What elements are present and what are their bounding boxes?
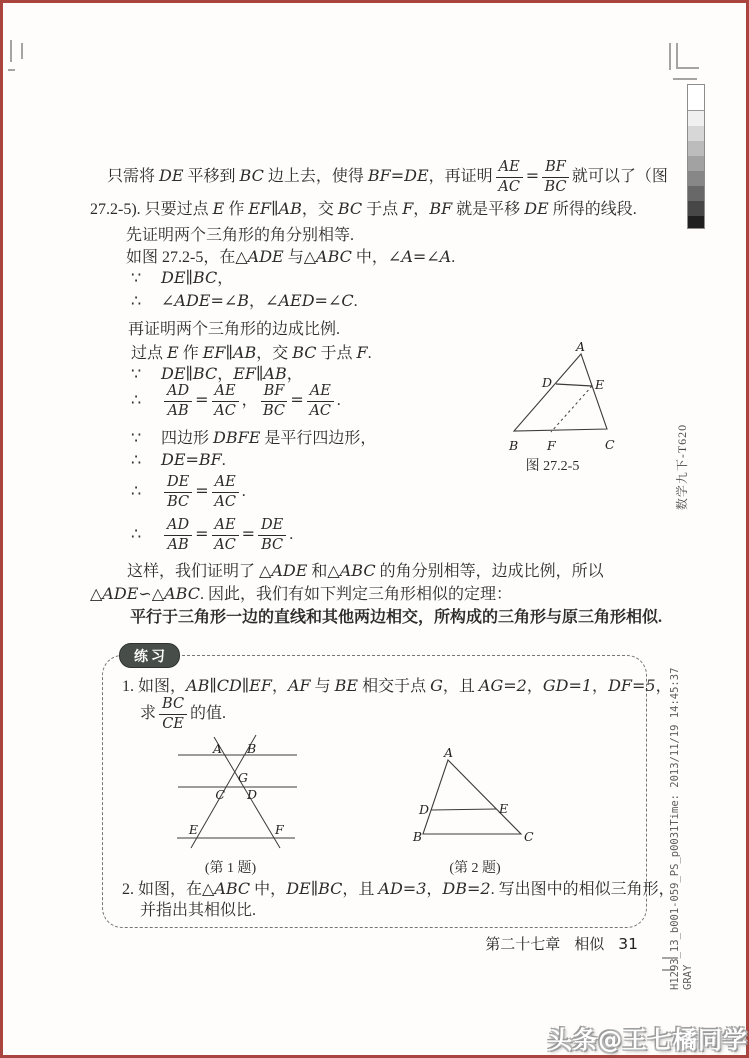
text-segment: .	[353, 293, 358, 310]
text-segment: 作	[224, 201, 249, 218]
figure-exercise-1	[145, 733, 305, 858]
figure-27-2-5	[503, 340, 643, 460]
proof-line-14	[131, 517, 293, 553]
text-segment: 是平行四边形，	[260, 430, 377, 447]
crop-mark	[10, 40, 12, 62]
text-segment: E	[212, 199, 225, 218]
text-segment: ∵	[131, 366, 142, 383]
text-segment: =	[195, 480, 209, 500]
text-segment: ∠ADE=∠B	[161, 291, 250, 310]
margin-book-code: 数学九下-T620	[675, 423, 689, 511]
text-segment: =	[241, 523, 255, 543]
text-segment: 先证明两个三角形的角分别相等.	[126, 227, 355, 244]
proof-line-10	[131, 383, 341, 419]
text-segment: BE	[334, 676, 359, 695]
text-segment: F	[356, 343, 368, 362]
text-segment: ，	[426, 881, 443, 898]
grayscale-calibration-bar	[687, 84, 705, 229]
text-segment: .	[221, 452, 226, 469]
text-segment: 只需将	[107, 167, 160, 185]
text-segment: ，	[271, 678, 288, 695]
print-color-mode: GRAY	[682, 964, 694, 990]
text-segment: 2. 如图，在	[122, 881, 203, 898]
proof-line-2	[90, 199, 637, 220]
margin-print-info	[669, 610, 697, 990]
crop-mark	[21, 43, 23, 59]
text-segment: ∴	[131, 293, 142, 310]
text-segment: 与	[310, 678, 335, 695]
text-segment: 再证明两个三角形的边成比例.	[128, 321, 341, 338]
text-segment: 的值.	[190, 704, 227, 722]
text-segment: ，	[592, 678, 609, 695]
text-segment: DE∥BC	[161, 364, 218, 383]
text-segment: 过点	[131, 345, 168, 362]
fraction: $\frac{AE}{AC}$	[212, 474, 239, 510]
text-segment: F	[402, 199, 414, 218]
text-segment: DE∥BC	[286, 879, 343, 898]
segment-ef-dashed	[551, 386, 592, 432]
text-segment: ，	[241, 391, 258, 409]
proof-line-1	[107, 159, 668, 195]
text-segment: 中，	[250, 881, 287, 898]
crop-mark	[673, 78, 697, 80]
text-segment: 1. 如图，	[122, 678, 187, 695]
text-segment: ，	[217, 366, 234, 383]
point-label-d: D	[541, 375, 552, 390]
triangle-abc	[423, 760, 521, 834]
conclusion-line-2	[90, 584, 512, 605]
text-segment: ∠A=∠A	[387, 247, 452, 266]
page-number: 31	[618, 935, 638, 953]
proof-line-11	[131, 428, 376, 449]
text-segment: .	[451, 249, 456, 266]
text-segment: DB=2	[442, 879, 491, 898]
text-segment: DF=5	[608, 676, 656, 695]
text-segment: ∴	[131, 391, 142, 409]
point-label-c: C	[215, 787, 225, 802]
vertex-label-a: A	[576, 339, 586, 354]
text-segment: DE∥BC	[161, 268, 218, 287]
text-segment: DE	[159, 165, 184, 185]
crop-mark	[669, 43, 671, 70]
text-segment: ，交	[301, 201, 338, 218]
practice-badge: 练习	[119, 643, 180, 668]
text-segment: ∴	[131, 525, 142, 543]
fraction: $\frac{AE}{AC}$	[212, 517, 239, 553]
text-segment: ，	[286, 366, 303, 383]
point-label-g: G	[238, 770, 248, 785]
text-segment: 四边形	[161, 430, 214, 447]
exercise1-line-1	[122, 676, 672, 697]
text-segment: G	[430, 676, 443, 695]
footer-subject: 相似	[574, 937, 605, 953]
text-segment: 与	[283, 249, 304, 266]
crop-mark	[676, 43, 678, 68]
proof-line-7	[128, 320, 340, 340]
exercise1-line-2	[140, 696, 226, 732]
proof-line-6	[131, 291, 358, 312]
fraction: $\frac{AD}{AB}$	[164, 383, 192, 419]
text-segment: 如图 27.2-5，在	[126, 249, 236, 266]
watermark-text: 头条@王七橘同学	[548, 1026, 748, 1054]
point-label-a: A	[212, 741, 222, 756]
text-segment: E	[167, 343, 179, 362]
vertex-label-c: C	[605, 437, 615, 452]
fraction: $\frac{DE}{BC}$	[164, 474, 192, 510]
text-segment: ，交	[256, 345, 293, 362]
text-segment: ，	[413, 201, 430, 218]
vertex-label-b: B	[509, 438, 519, 453]
text-segment: △ABC	[327, 561, 376, 580]
text-segment: AF	[287, 676, 311, 695]
fraction: $\frac{BF}{BC}$	[261, 383, 288, 419]
text-segment: =	[195, 389, 209, 409]
text-segment: ∴	[131, 452, 142, 469]
text-segment: DBFE	[213, 428, 261, 447]
theorem-statement	[130, 608, 662, 628]
vertex-label-c: C	[524, 829, 534, 844]
proof-line-13	[131, 474, 246, 510]
text-segment: ∵	[131, 430, 142, 447]
conclusion-line-1	[127, 561, 604, 582]
proof-line-9	[131, 364, 303, 385]
figure-exercise-2	[410, 744, 540, 849]
text-segment: EF∥AB	[233, 364, 287, 383]
text-segment: △ADE	[235, 247, 284, 266]
text-segment: △ABC	[202, 879, 251, 898]
text-segment: 平移到	[183, 167, 240, 185]
fraction: $\frac{BF}{BC}$	[542, 159, 569, 195]
page-footer	[350, 933, 638, 954]
crop-mark	[676, 67, 699, 69]
point-label-e: E	[188, 822, 198, 837]
text-segment: DE=BF	[161, 450, 222, 469]
text-segment: ∴	[131, 482, 142, 500]
text-segment: =	[525, 165, 540, 185]
proof-line-3	[126, 226, 354, 246]
text-segment: GD=1	[542, 676, 593, 695]
point-label-e: E	[499, 801, 509, 816]
text-segment: △ABC	[303, 247, 352, 266]
crop-mark	[8, 69, 15, 71]
point-label-f: F	[275, 822, 284, 837]
text-segment: 这样，我们证明了	[127, 563, 260, 580]
text-segment: . 写出图中的相似三角形，	[490, 881, 675, 898]
proof-line-4	[126, 247, 455, 268]
text-segment: EF∥AB	[248, 199, 302, 218]
text-segment: ，且	[342, 881, 379, 898]
text-segment: ∠AED=∠C	[265, 291, 354, 310]
proof-line-12	[131, 450, 226, 471]
text-segment: ，且	[442, 678, 479, 695]
text-segment: 就可以了（图	[571, 167, 668, 185]
text-segment: BF	[429, 199, 453, 218]
text-segment: 中，	[351, 249, 388, 266]
figure-caption-exercise-1: (第 1 题)	[204, 861, 257, 876]
point-label-d: D	[247, 787, 258, 802]
text-segment: 平行于三角形一边的直线和其他两边相交，所构成的三角形与原三角形相似.	[130, 609, 663, 626]
text-segment: 27.2-5). 只要过点	[90, 201, 213, 218]
text-segment: ，	[249, 293, 266, 310]
figure-caption-main: 图 27.2-5	[525, 459, 580, 474]
footer-chapter: 第二十七章	[485, 937, 561, 953]
text-segment: ∵	[131, 270, 142, 287]
text-segment: ，	[655, 678, 672, 695]
point-label-b: B	[247, 741, 257, 756]
text-segment: . 因此，我们有如下判定三角形相似的定理：	[199, 586, 512, 603]
text-segment: EF∥AB	[202, 343, 257, 362]
text-segment: .	[367, 345, 372, 362]
text-segment: 相交于点	[358, 678, 431, 695]
text-segment: AD=3	[378, 879, 427, 898]
text-segment: BC	[337, 199, 363, 218]
text-segment: 求	[140, 704, 157, 722]
fraction: $\frac{DE}{BC}$	[258, 517, 286, 553]
proof-line-8	[131, 343, 372, 364]
text-segment: 作	[178, 345, 203, 362]
segment-de	[556, 384, 592, 386]
text-segment: 于点	[362, 201, 403, 218]
text-segment: 并指出其相似比.	[140, 902, 257, 919]
fraction: $\frac{AE}{AC}$	[212, 383, 239, 419]
text-segment: BC	[239, 165, 264, 185]
point-label-f: F	[547, 438, 556, 453]
text-segment: ，	[526, 678, 543, 695]
point-label-d: D	[418, 802, 429, 817]
text-segment: .	[289, 525, 294, 543]
text-segment: 边上去，使得	[263, 167, 368, 185]
text-segment: AG=2	[478, 676, 527, 695]
text-segment: 的角分别相等，边成比例，所以	[375, 563, 604, 580]
text-segment: AB∥CD∥EF	[186, 676, 272, 695]
print-info-line: H1293_13_b001-059_PS_p0031Time: 2013/11/19 14:45:37	[669, 667, 681, 990]
vertex-label-a: A	[444, 745, 454, 760]
text-segment: 所得的线段.	[548, 201, 637, 218]
fraction: $\frac{AE}{AC}$	[496, 159, 523, 195]
segment-de	[432, 809, 497, 810]
text-segment: DE	[524, 199, 549, 218]
text-segment: .	[241, 482, 246, 500]
triangle-abc	[514, 354, 607, 431]
text-segment: BC	[292, 343, 317, 362]
figure-caption-exercise-2: (第 2 题)	[449, 861, 501, 876]
vertex-label-b: B	[412, 829, 422, 844]
text-segment: 和	[307, 563, 328, 580]
fraction: $\frac{AE}{AC}$	[307, 383, 334, 419]
text-segment: △ADE	[259, 561, 308, 580]
text-segment: =	[290, 389, 304, 409]
text-segment: ，再证明	[428, 167, 493, 185]
text-segment: BF=DE	[367, 165, 429, 185]
point-label-e: E	[595, 377, 605, 392]
text-segment: 就是平移	[452, 201, 525, 218]
fraction: $\frac{BC}{CE}$	[159, 696, 187, 732]
fraction: $\frac{AD}{AB}$	[164, 517, 192, 553]
text-segment: .	[336, 391, 341, 409]
proof-line-5	[131, 268, 233, 289]
exercise2-line-1	[122, 879, 675, 900]
text-segment: 于点	[316, 345, 357, 362]
text-segment: =	[195, 523, 209, 543]
exercise2-line-2	[140, 901, 256, 921]
text-segment: △ADE∽△ABC	[90, 584, 200, 603]
text-segment: ，	[217, 270, 234, 287]
